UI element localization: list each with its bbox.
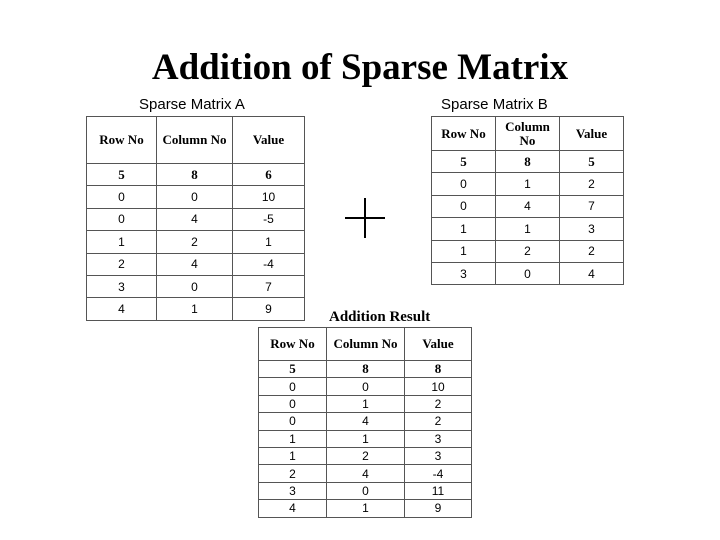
result-value-cell: 2 [405, 413, 472, 430]
result-column-no-cell: 8 [327, 361, 405, 378]
matrix-a-table [86, 116, 305, 321]
result-table-row [259, 430, 472, 447]
matrix-b-row-no-cell: 1 [432, 240, 496, 262]
matrix-b-body [432, 151, 624, 285]
matrix-a-value-cell: -4 [233, 253, 305, 275]
matrix-a-row-no-cell: 1 [87, 231, 157, 253]
matrix-b-value-cell: 2 [560, 240, 624, 262]
matrix-a-column-no-cell: 0 [157, 275, 233, 297]
result-table-row [259, 465, 472, 482]
matrix-a-value-cell: -5 [233, 208, 305, 230]
matrix-b-table-row [432, 240, 624, 262]
matrix-b-row-no-cell: 3 [432, 262, 496, 284]
matrix-b-table-row [432, 173, 624, 195]
result-value-cell: 9 [405, 500, 472, 517]
result-table-row [259, 413, 472, 430]
matrix-b-table-row [432, 195, 624, 217]
matrix-a-header-row-no: Row No [87, 117, 157, 164]
result-row-no-cell: 2 [259, 465, 327, 482]
matrix-a-value-cell: 6 [233, 164, 305, 186]
result-table-row [259, 447, 472, 464]
result-header-row-no: Row No [259, 328, 327, 361]
result-table-row [259, 500, 472, 517]
result-caption: Addition Result [329, 309, 431, 325]
result-row-no-cell: 3 [259, 482, 327, 499]
matrix-b-column-no-cell: 0 [496, 262, 560, 284]
plus-operator-icon [343, 196, 389, 242]
matrix-b-row-no-cell: 0 [432, 195, 496, 217]
matrix-a-table-row [87, 186, 305, 208]
matrix-b-column-no-cell: 2 [496, 240, 560, 262]
result-body [259, 361, 472, 518]
result-row-no-cell: 5 [259, 361, 327, 378]
matrix-a-table-row [87, 231, 305, 253]
result-value-cell: 8 [405, 361, 472, 378]
matrix-a-column-no-cell: 0 [157, 186, 233, 208]
matrix-a-table-row [87, 208, 305, 230]
matrix-a-column-no-cell: 4 [157, 253, 233, 275]
result-value-cell: 11 [405, 482, 472, 499]
matrix-a-header-row [87, 117, 305, 164]
matrix-a-column-no-cell: 4 [157, 208, 233, 230]
result-table [258, 327, 472, 518]
matrix-b-column-no-cell: 1 [496, 173, 560, 195]
result-row-no-cell: 0 [259, 395, 327, 412]
matrix-a-row-no-cell: 0 [87, 186, 157, 208]
matrix-a-row-no-cell: 4 [87, 298, 157, 320]
slide-title: Addition of Sparse Matrix [151, 47, 569, 88]
matrix-b-value-cell: 7 [560, 195, 624, 217]
matrix-a-value-cell: 10 [233, 186, 305, 208]
matrix-a-header-value: Value [233, 117, 305, 164]
matrix-b-value-cell: 4 [560, 262, 624, 284]
matrix-b-table [431, 116, 624, 285]
matrix-a-column-no-cell: 8 [157, 164, 233, 186]
result-value-cell: 3 [405, 430, 472, 447]
matrix-b-value-cell: 2 [560, 173, 624, 195]
matrix-a-table-row [87, 298, 305, 320]
result-row-no-cell: 4 [259, 500, 327, 517]
matrix-b-column-no-cell: 8 [496, 151, 560, 173]
result-column-no-cell: 0 [327, 378, 405, 395]
result-column-no-cell: 0 [327, 482, 405, 499]
matrix-b-header-column-no: Column No [496, 117, 560, 151]
result-column-no-cell: 4 [327, 413, 405, 430]
result-row-no-cell: 1 [259, 447, 327, 464]
result-row-no-cell: 0 [259, 378, 327, 395]
matrix-b-value-cell: 3 [560, 218, 624, 240]
matrix-a-row-no-cell: 3 [87, 275, 157, 297]
result-column-no-cell: 1 [327, 430, 405, 447]
matrix-b-column-no-cell: 4 [496, 195, 560, 217]
matrix-a-body [87, 164, 305, 321]
matrix-b-header-value: Value [560, 117, 624, 151]
matrix-a-header-column-no: Column No [157, 117, 233, 164]
matrix-a-row-no-cell: 2 [87, 253, 157, 275]
result-value-cell: 10 [405, 378, 472, 395]
matrix-b-value-cell: 5 [560, 151, 624, 173]
matrix-a-value-cell: 9 [233, 298, 305, 320]
result-row-no-cell: 1 [259, 430, 327, 447]
result-column-no-cell: 4 [327, 465, 405, 482]
matrix-a-table-row [87, 253, 305, 275]
result-header-row [259, 328, 472, 361]
result-value-cell: 2 [405, 395, 472, 412]
matrix-b-row-no-cell: 5 [432, 151, 496, 173]
matrix-b-row-no-cell: 0 [432, 173, 496, 195]
matrix-b-column-no-cell: 1 [496, 218, 560, 240]
matrix-a-dimension-row [87, 164, 305, 186]
matrix-a-caption: Sparse Matrix A [139, 96, 245, 113]
matrix-b-dimension-row [432, 151, 624, 173]
matrix-a-column-no-cell: 2 [157, 231, 233, 253]
matrix-a-value-cell: 7 [233, 275, 305, 297]
matrix-b-caption: Sparse Matrix B [441, 96, 548, 113]
result-header-value: Value [405, 328, 472, 361]
matrix-b-table-row [432, 262, 624, 284]
matrix-b-header-row [432, 117, 624, 151]
matrix-b-row-no-cell: 1 [432, 218, 496, 240]
matrix-b-table-row [432, 218, 624, 240]
result-value-cell: 3 [405, 447, 472, 464]
matrix-b-header-row-no: Row No [432, 117, 496, 151]
result-table-row [259, 395, 472, 412]
result-header-column-no: Column No [327, 328, 405, 361]
matrix-a-row-no-cell: 5 [87, 164, 157, 186]
result-column-no-cell: 1 [327, 500, 405, 517]
matrix-a-row-no-cell: 0 [87, 208, 157, 230]
matrix-a-column-no-cell: 1 [157, 298, 233, 320]
result-table-row [259, 482, 472, 499]
result-row-no-cell: 0 [259, 413, 327, 430]
result-dimension-row [259, 361, 472, 378]
matrix-a-table-row [87, 275, 305, 297]
matrix-a-value-cell: 1 [233, 231, 305, 253]
result-table-row [259, 378, 472, 395]
result-column-no-cell: 2 [327, 447, 405, 464]
result-value-cell: -4 [405, 465, 472, 482]
result-column-no-cell: 1 [327, 395, 405, 412]
